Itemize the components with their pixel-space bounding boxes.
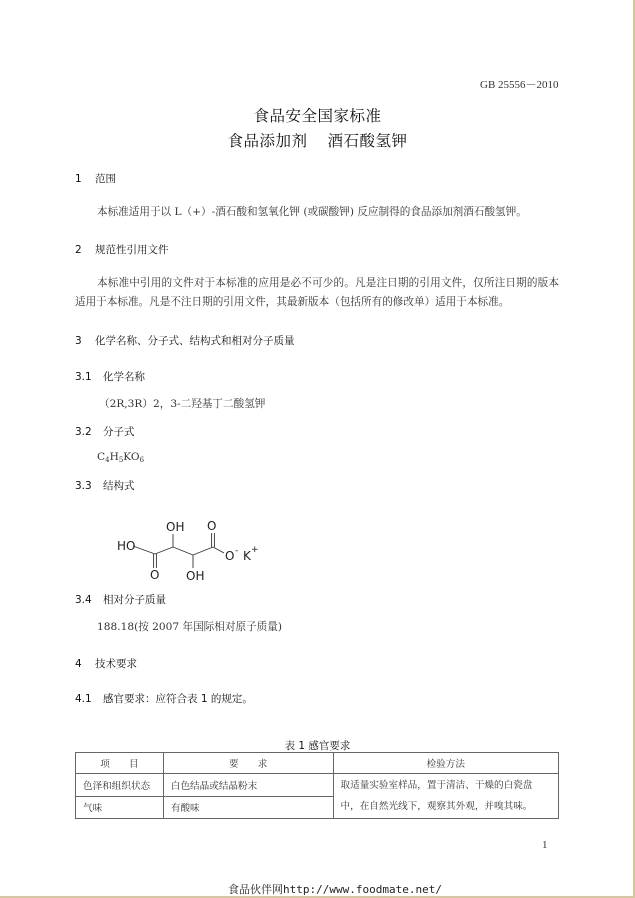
cell-method: 取适量实验室样品，置于清洁、干燥的白瓷盘中，在自然光线下，观察其外观，并嗅其味。	[333, 774, 558, 819]
table-header-row	[76, 753, 559, 774]
section-2-heading	[75, 242, 169, 257]
sensory-requirements-table	[75, 752, 559, 819]
section-1-paragraph: 本标准适用于以 L（+）-酒石酸和氢氧化钾 (或碳酸钾) 反应制得的食品添加剂酒石酸氢钾。	[97, 206, 527, 218]
section-4-heading	[75, 656, 137, 671]
formula-part: H	[109, 451, 119, 463]
label-k: K	[243, 549, 251, 563]
header-method: 检验方法	[333, 753, 558, 774]
document-title-line1: 食品安全国家标准	[253, 107, 382, 125]
section-title: 相对分子质量	[103, 594, 166, 606]
section-title: 规范性引用文件	[95, 244, 169, 256]
section-number: 1	[75, 173, 82, 185]
section-title: 技术要求	[95, 658, 137, 670]
formula-part: C	[97, 451, 106, 463]
section-title: 分子式	[103, 426, 135, 438]
section-3-2-heading	[75, 424, 135, 439]
label-minus-charge: -	[235, 546, 239, 556]
section-number: 4	[75, 658, 82, 670]
formula-part: KO	[123, 451, 140, 463]
label-oh-top: OH	[166, 520, 185, 534]
section-title: 感官要求：应符合表 1 的规定。	[103, 693, 253, 705]
section-2-paragraph: 本标准中引用的文件对于本标准的应用是必不可少的。凡是注日期的引用文件，仅所注日期的版本适用于本标准。凡是不注日期的引用文件，其最新版本（包括所有的修改单）适用于本标准。	[75, 277, 559, 308]
section-number: 3.2	[75, 426, 92, 438]
section-title: 化学名称	[103, 371, 145, 383]
structural-formula	[114, 508, 274, 588]
section-title: 化学名称、分子式、结构式和相对分子质量	[95, 335, 295, 347]
label-o-top: O	[207, 519, 217, 533]
cell-requirement: 有酸味	[163, 796, 333, 819]
section-number: 4.1	[75, 693, 92, 705]
header-requirement: 要 求	[163, 753, 333, 774]
document-title-line2	[0, 129, 635, 151]
molecular-formula	[97, 451, 144, 464]
table-caption: 表 1 感官要求	[284, 740, 351, 752]
standard-number: GB 25556－2010	[480, 79, 559, 91]
section-1-heading	[75, 171, 116, 186]
section-3-heading	[75, 333, 295, 348]
table-row	[76, 774, 559, 797]
section-title: 范围	[95, 173, 116, 185]
section-3-3-heading	[75, 478, 135, 493]
label-o-bottom: O	[150, 568, 160, 582]
section-3-4-heading	[75, 592, 166, 607]
section-number: 2	[75, 244, 82, 256]
header-item: 项 目	[76, 753, 164, 774]
cell-item: 色泽和组织状态	[76, 774, 164, 797]
section-number: 3.1	[75, 371, 92, 383]
molecular-mass: 188.18(按 2007 年国际相对原子质量)	[97, 621, 282, 633]
label-plus-charge: +	[251, 545, 259, 555]
formula-subscript: 6	[139, 456, 145, 464]
section-3-1-heading	[75, 369, 145, 384]
section-title: 结构式	[103, 480, 135, 492]
section-number: 3	[75, 335, 82, 347]
page-number: 1	[542, 839, 548, 851]
footer-watermark: 食品伙伴网http://www.foodmate.net/	[228, 883, 442, 896]
title-part1: 食品添加剂	[227, 132, 308, 150]
label-oh-bottom: OH	[186, 569, 205, 583]
section-number: 3.3	[75, 480, 92, 492]
cell-requirement: 白色结晶或结晶粉末	[163, 774, 333, 797]
section-number: 3.4	[75, 594, 92, 606]
structural-formula-diagram	[114, 508, 274, 588]
label-o-minus: O	[225, 549, 235, 563]
section-4-1-heading	[75, 691, 253, 706]
label-ho: HO	[117, 539, 136, 553]
formula-subscript: 5	[118, 456, 124, 464]
cell-item: 气味	[76, 796, 164, 819]
title-part2: 酒石酸氢钾	[327, 132, 408, 150]
chemical-name: （2R,3R）2，3-二羟基丁二酸氢钾	[99, 398, 266, 410]
formula-subscript: 4	[105, 456, 110, 464]
